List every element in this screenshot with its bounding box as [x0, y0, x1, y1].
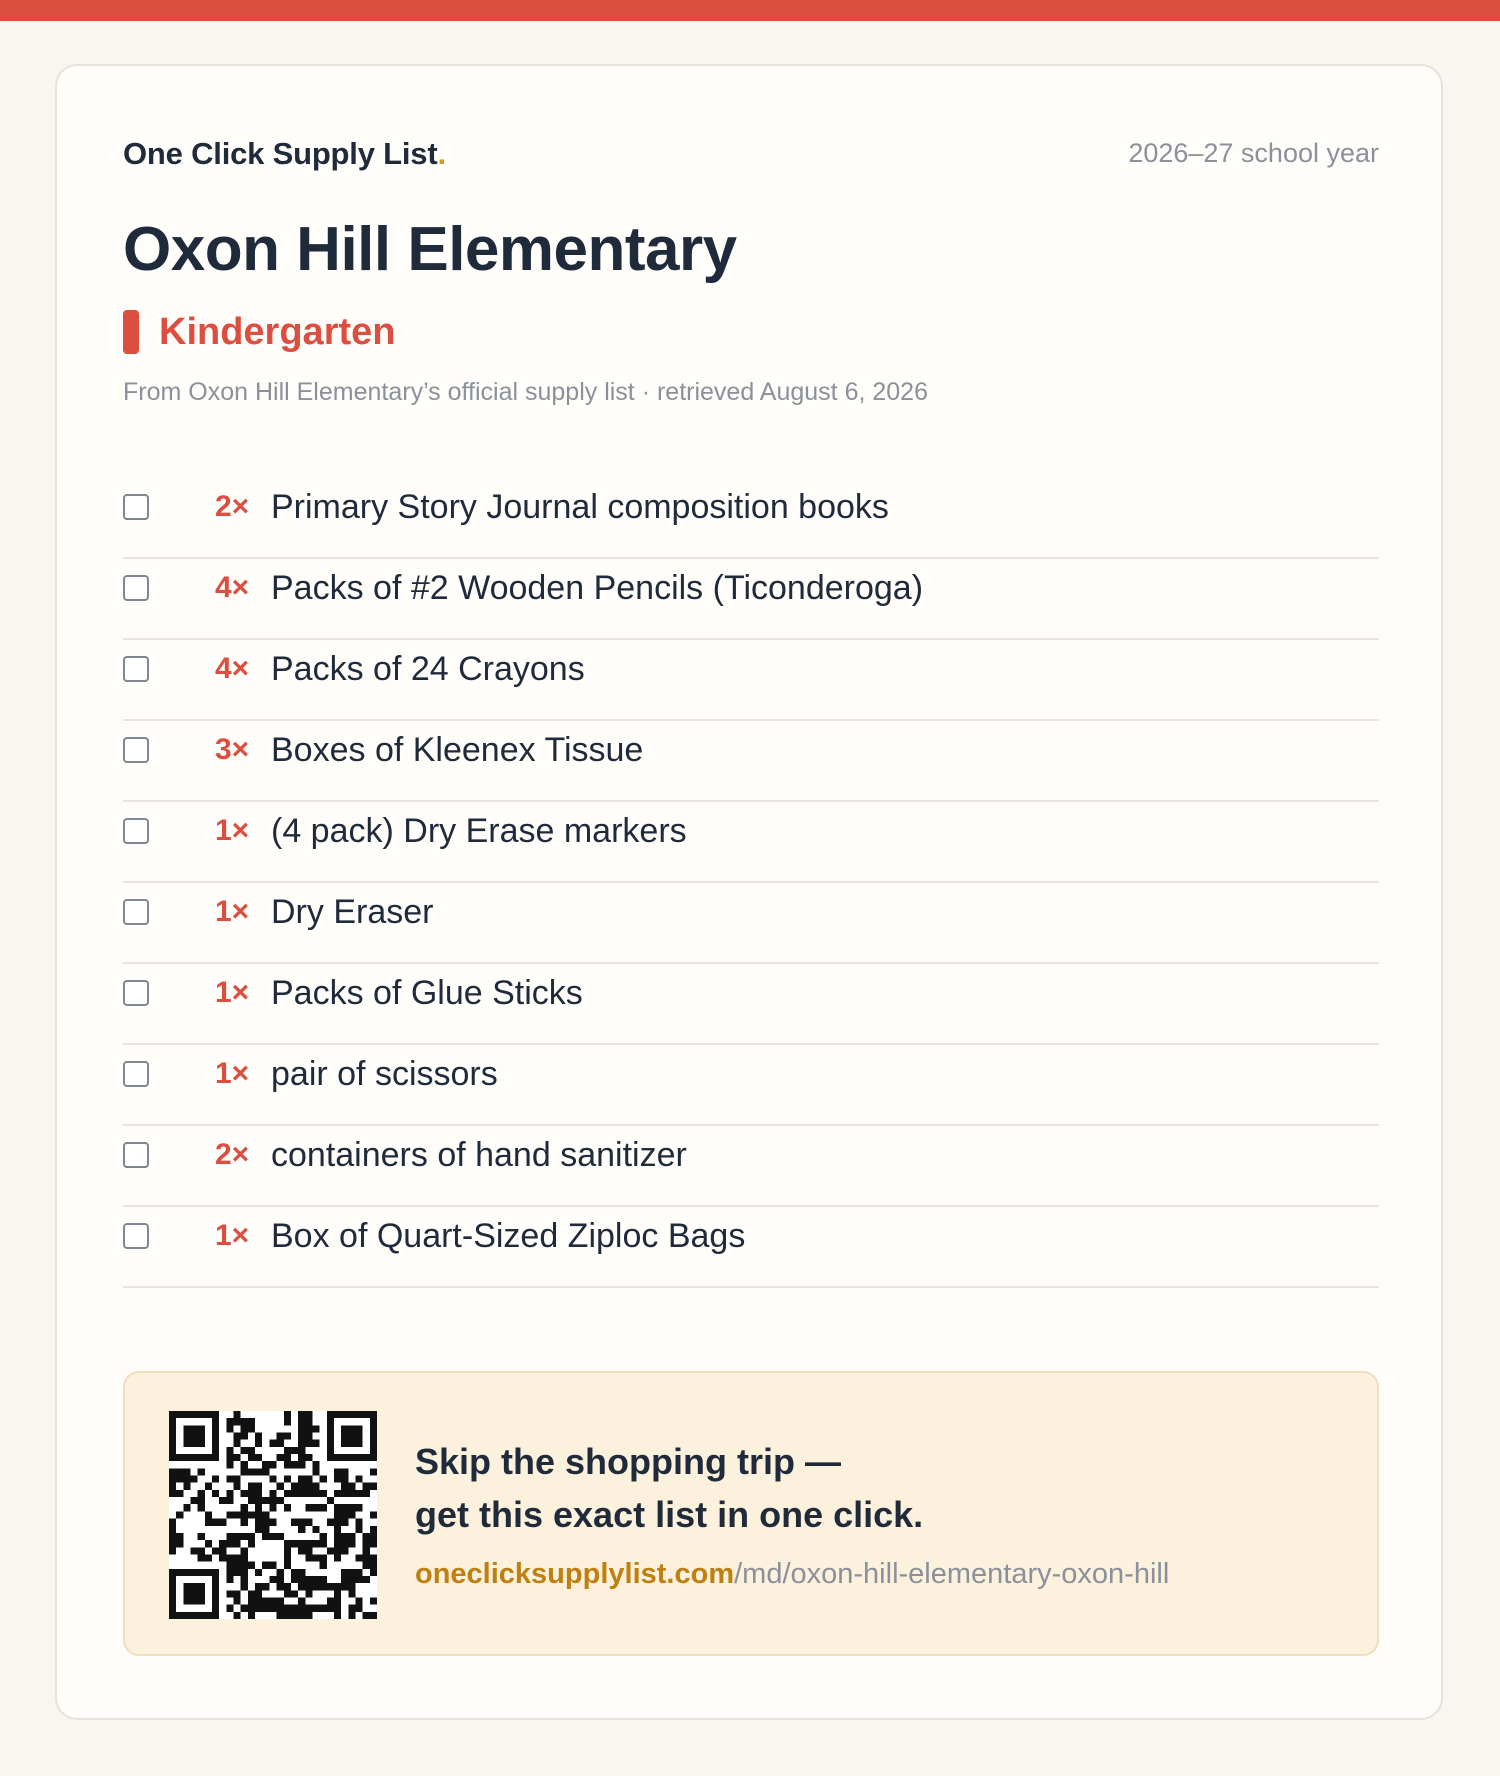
item-checkbox[interactable] — [123, 656, 149, 682]
item-checkbox[interactable] — [123, 1142, 149, 1168]
item-name: Packs of #2 Wooden Pencils (Ticonderoga) — [271, 569, 924, 607]
item-quantity: 1× — [215, 976, 250, 1009]
grade-label: Kindergarten — [159, 310, 396, 353]
list-item — [123, 559, 1379, 640]
item-checkbox[interactable] — [123, 1061, 149, 1087]
list-item — [123, 1045, 1379, 1126]
promo-link-path: /md/oxon-hill-elementary-oxon-hill — [734, 1558, 1170, 1590]
school-name: Oxon Hill Elementary — [123, 215, 737, 284]
item-checkbox[interactable] — [123, 899, 149, 925]
list-item — [123, 640, 1379, 721]
source-note: From Oxon Hill Elementary’s official supply list · retrieved August 6, 2026 — [123, 378, 928, 406]
item-quantity: 3× — [215, 733, 250, 766]
item-name: (4 pack) Dry Erase markers — [271, 812, 687, 850]
promo-headline — [415, 1435, 923, 1541]
item-checkbox[interactable] — [123, 575, 149, 601]
item-name: Packs of 24 Crayons — [271, 650, 585, 688]
list-item — [123, 802, 1379, 883]
item-quantity: 2× — [215, 490, 250, 523]
item-name: Box of Quart-Sized Ziploc Bags — [271, 1217, 746, 1255]
qr-code-icon[interactable] — [169, 1411, 377, 1619]
list-item — [123, 883, 1379, 964]
item-quantity: 2× — [215, 1138, 250, 1171]
list-item — [123, 721, 1379, 802]
item-quantity: 4× — [215, 652, 250, 685]
top-accent-bar — [0, 0, 1500, 21]
grade-marker — [123, 310, 139, 354]
item-checkbox[interactable] — [123, 818, 149, 844]
item-quantity: 1× — [215, 814, 250, 847]
school-year: 2026–27 school year — [1128, 138, 1379, 168]
promo-banner — [123, 1371, 1379, 1656]
item-name: Dry Eraser — [271, 893, 434, 931]
list-item — [123, 964, 1379, 1045]
list-item — [123, 1207, 1379, 1288]
item-quantity: 1× — [215, 1219, 250, 1252]
list-item — [123, 1126, 1379, 1207]
item-checkbox[interactable] — [123, 737, 149, 763]
list-item — [123, 478, 1379, 559]
item-quantity: 1× — [215, 895, 250, 928]
brand-dot: . — [437, 136, 446, 171]
brand-logo[interactable] — [123, 136, 446, 172]
item-name: pair of scissors — [271, 1055, 498, 1093]
item-name: Packs of Glue Sticks — [271, 974, 583, 1012]
item-name: Primary Story Journal composition books — [271, 488, 889, 526]
supply-list — [123, 478, 1379, 1288]
item-name: Boxes of Kleenex Tissue — [271, 731, 644, 769]
promo-link-domain: oneclicksupplylist.com — [415, 1558, 735, 1590]
item-name: containers of hand sanitizer — [271, 1136, 687, 1174]
promo-link[interactable] — [415, 1558, 1169, 1591]
item-quantity: 4× — [215, 571, 250, 604]
item-checkbox[interactable] — [123, 1223, 149, 1249]
supply-list-card — [55, 64, 1443, 1720]
promo-headline-line2: get this exact list in one click. — [415, 1494, 924, 1535]
promo-headline-line1: Skip the shopping trip — — [415, 1441, 841, 1482]
brand-name: One Click Supply List — [123, 136, 438, 171]
item-checkbox[interactable] — [123, 980, 149, 1006]
item-checkbox[interactable] — [123, 494, 149, 520]
grade-heading — [123, 310, 395, 354]
item-quantity: 1× — [215, 1057, 250, 1090]
